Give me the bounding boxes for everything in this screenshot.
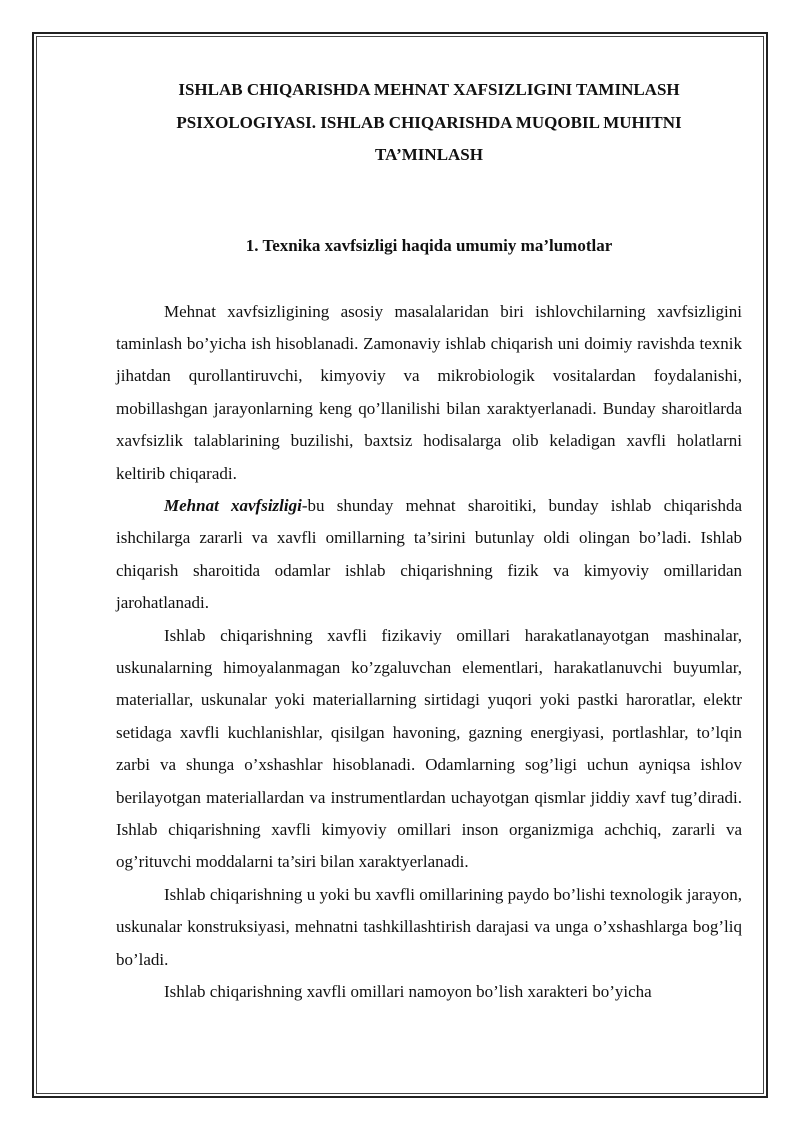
document-title: ISHLAB CHIQARISHDA MEHNAT XAFSIZLIGINI TAMINLASH PSIXOLOGIYASI. ISHLAB CHIQARISHDA MUQOBIL MUHITNI TA’MINLASH <box>176 80 682 164</box>
paragraph-5: Ishlab chiqarishning xavfli omillari namoyon bo’lish xarakteri bo’yicha <box>164 982 652 1002</box>
paragraph-4: Ishlab chiqarishning u yoki bu xavfli omillarining paydo bo’lishi texnologik jarayon, uskunalar konstruksiyasi, mehnatni tashkillashtirish darajasi va unga o’xshashlarga bog’liq bo’ladi. <box>116 884 742 969</box>
paragraph-2 <box>116 490 742 620</box>
paragraph-3: Ishlab chiqarishning xavfli fizikaviy omillari harakatlanayotgan mashinalar, uskunalarning himoyalanmagan ko’zgaluvchan elementlari, harakatlanuvchi buyumlar, materiallar, uskunalar yoki materiallarning sirtidagi yuqori yoki pastki haroratlar, elektr setidaga xavfli kuchlanishlar, qisilgan havoning, gazning energiyasi, portlashlar, to’lqin zarbi va shunga o’xshashlar hisoblanadi. Odamlarning sog’ligi uchun ayniqsa ishlov berilayotgan materiallardan va instrumentlardan uchayotgan qismlar jiddiy xavf tug’diradi. Ishlab chiqarishning xavfli kimyoviy omillari inson organizmiga achchiq, zararli va og’rituvchi moddalarni ta’siri bilan xaraktyerlanadi. <box>116 625 742 872</box>
paragraph-2-text: -bu shunday mehnat sharoitiki, bunday ishlab chiqarishda ishchilarga zararli va xavfli omillarning ta’sirini butunlay oldi olingan bo’ladi. Ishlab chiqarish sharoitida odamlar ishlab chiqarishning fizik va kimyoviy omillaridan jarohatlanadi. <box>116 495 742 613</box>
document-body <box>116 74 742 1008</box>
paragraph-1: Mehnat xavfsizligining asosiy masalalaridan biri ishlovchilarning xavfsizligini taminlash bo’yicha ish hisoblanadi. Zamonaviy ishlab chiqarish uni doimiy ravishda texnik jihatdan qurollantiruvchi, kimyoviy va mikrobiologik vositalardan foydalanishi, mobillashgan jarayonlarning keng qo’llanilishi bilan xaraktyerlanadi. Bunday sharoitlarda xavfsizlik talablarining buzilishi, baxtsiz hodisalarga olib keladigan xavfli holatlarni keltirib chiqaradi. <box>116 301 742 483</box>
term-mehnat-xavfsizligi: Mehnat xavfsizligi <box>164 495 302 515</box>
section-heading: 1. Texnika xavfsizligi haqida umumiy ma’lumotlar <box>245 235 613 255</box>
